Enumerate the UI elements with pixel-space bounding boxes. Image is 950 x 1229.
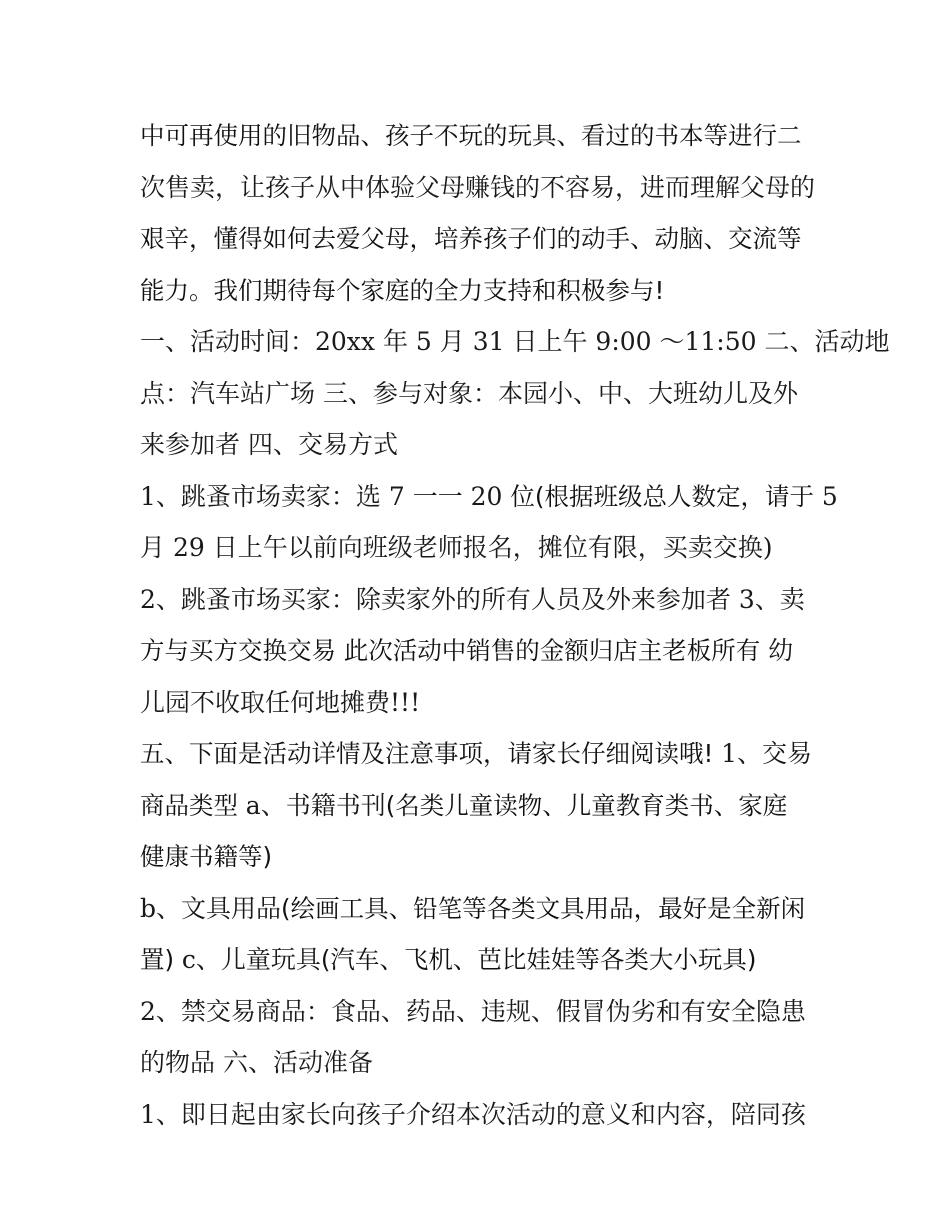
text-line [140, 316, 890, 368]
text-segment: 置) [140, 945, 182, 974]
text-line [140, 213, 812, 265]
text-segment: a、书籍书刊 [245, 790, 386, 820]
text-segment: 儿园不收取任何地摊费!!! [140, 687, 421, 717]
text-segment: 1、交易 [721, 739, 813, 768]
text-segment: b、文具用品 [140, 893, 282, 923]
text-line [140, 986, 812, 1038]
text-segment: 的物品 六、活动准备 [140, 1048, 373, 1077]
text-segment: 1、跳蚤市场卖家：选 7 一一 20 [140, 481, 511, 511]
text-line [140, 419, 812, 471]
text-segment: (绘画工具、铅笔等各类文具用品，最好是全新闲 [281, 893, 806, 923]
document-body [140, 110, 890, 1140]
text-segment: 5 [813, 481, 838, 511]
text-line [140, 471, 838, 523]
text-line [140, 625, 812, 677]
text-line [140, 677, 812, 729]
text-segment: 位(根据班级总人数定，请于 [510, 481, 814, 511]
text-line [140, 780, 812, 832]
text-segment: c、儿童玩具 [181, 945, 321, 974]
text-segment: 艰辛，懂得如何去爱父母，培养孩子们的动手、动脑、交流等 [140, 224, 802, 253]
text-segment: 幼 [768, 636, 794, 665]
text-segment: 来参加者 四、交易方式 [140, 430, 398, 459]
text-line [140, 162, 816, 214]
text-line [140, 831, 812, 883]
text-line [140, 934, 812, 986]
text-segment: 2、跳蚤市场买家：除卖家外的所有人员及外来参加者 3、卖 [140, 584, 805, 614]
text-line [140, 1037, 812, 1089]
text-line [140, 883, 812, 935]
text-segment: 能力。我们期待每个家庭的全力支持和积极参与! [140, 275, 665, 305]
text-segment: 点：汽车站广场 三、参与对象：本园小、中、大班幼儿及外 [140, 378, 798, 408]
text-segment: 方与买方交换交易 此次活动中销售的金额归店主老板所有 [140, 636, 769, 665]
text-line [140, 728, 812, 780]
text-line [140, 110, 812, 162]
text-segment: 2、禁交易商品：食品、药品、违规、假冒伪劣和有安全隐患 [140, 996, 806, 1026]
text-line [140, 265, 812, 317]
text-segment: 健康书籍等) [140, 842, 273, 871]
text-segment: 1、即日起由家长向孩子介绍本次活动的意义和内容，陪同孩 [140, 1099, 806, 1129]
text-segment: 一、活动时间：20xx 年 5 月 31 日上午 9:00 ～11:50 二、活动地 [140, 327, 890, 356]
text-line [140, 522, 812, 574]
text-segment: 中可再使用的旧物品、孩子不玩的玩具、看过的书本等进行二 [140, 121, 802, 150]
text-segment: 月 29 日上午以前向班级老师报名，摊位有限，买卖交换) [140, 533, 773, 562]
text-line [140, 1089, 812, 1141]
text-line [140, 574, 812, 626]
text-segment: 商品类型 [140, 790, 246, 820]
text-line [140, 368, 812, 420]
text-segment: 五、下面是活动详情及注意事项，请家长仔细阅读哦! [140, 739, 722, 768]
text-segment: (汽车、飞机、芭比娃娃等各类大小玩具) [320, 945, 757, 974]
text-segment: 次售卖，让孩子从中体验父母赚钱的不容易，进而理解父母的 [140, 172, 816, 202]
text-segment: (名类儿童读物、儿童教育类书、家庭 [385, 790, 788, 820]
